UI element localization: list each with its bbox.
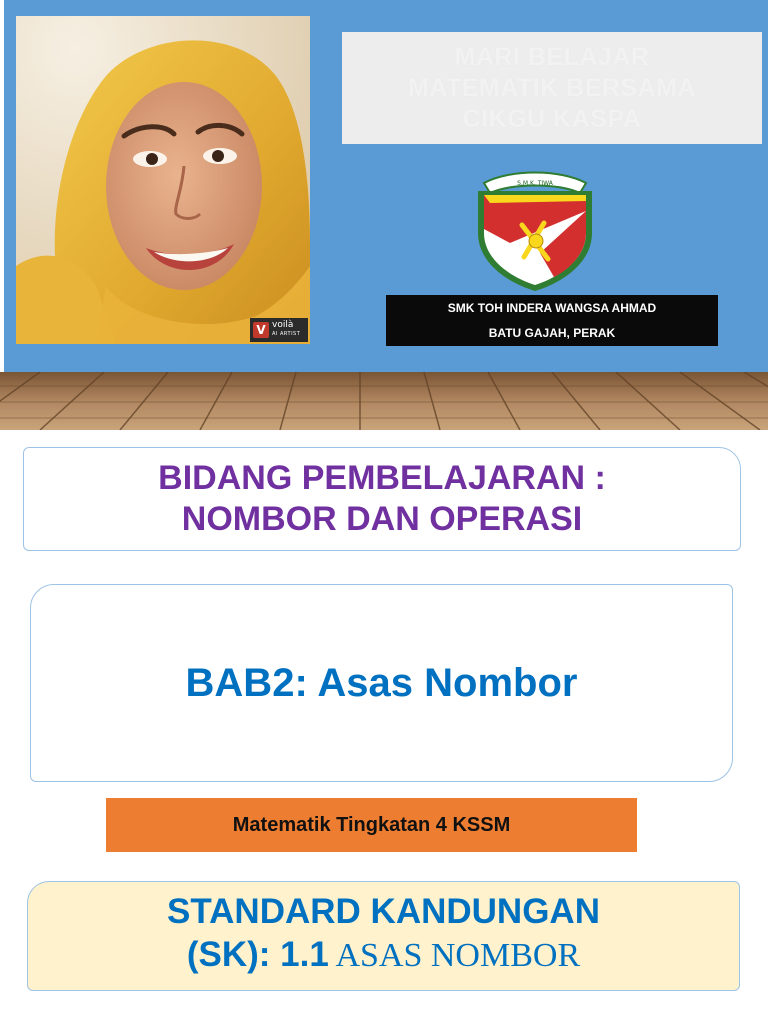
portrait-illustration <box>16 16 310 344</box>
voila-sub: AI ARTIST <box>272 331 301 337</box>
learning-area-line-2: NOMBOR DAN OPERASI <box>181 500 583 538</box>
crest-caption: S.M.K. TIWA <box>517 180 553 187</box>
chapter-title: BAB2: Asas Nombor <box>185 660 578 705</box>
voila-brand: voilà <box>272 320 294 330</box>
header-banner <box>0 0 768 372</box>
course-title-line-1: MARI BELAJAR <box>454 42 650 71</box>
learning-area-line-1: BIDANG PEMBELAJARAN : <box>158 459 606 497</box>
content-standard-line <box>187 933 580 983</box>
course-title-line-2: MATEMATIK BERSAMA <box>407 73 697 102</box>
course-title-box <box>342 32 762 144</box>
content-standard-card <box>27 881 740 991</box>
school-location: BATU GAJAH, PERAK <box>488 325 616 340</box>
subject-label: Matematik Tingkatan 4 KSSM <box>232 813 511 836</box>
school-name-box <box>386 295 718 346</box>
content-standard-code: (SK): 1.1 <box>186 934 329 974</box>
teacher-portrait <box>16 16 310 344</box>
voila-watermark <box>250 318 308 342</box>
wood-floor-decoration <box>0 372 768 430</box>
subject-bar <box>106 798 637 852</box>
school-name: SMK TOH INDERA WANGSA AHMAD <box>447 300 657 315</box>
voila-logo-icon: V <box>253 322 269 338</box>
chapter-card <box>30 584 733 782</box>
content-standard-heading: STANDARD KANDUNGAN <box>167 891 600 931</box>
learning-area-card <box>23 447 741 551</box>
school-crest-icon <box>470 163 600 293</box>
content-standard-topic: ASAS NOMBOR <box>328 936 581 974</box>
banner-edge <box>0 0 4 372</box>
wood-planks <box>0 372 768 430</box>
course-title-line-3: CIKGU KASPA <box>462 104 642 133</box>
